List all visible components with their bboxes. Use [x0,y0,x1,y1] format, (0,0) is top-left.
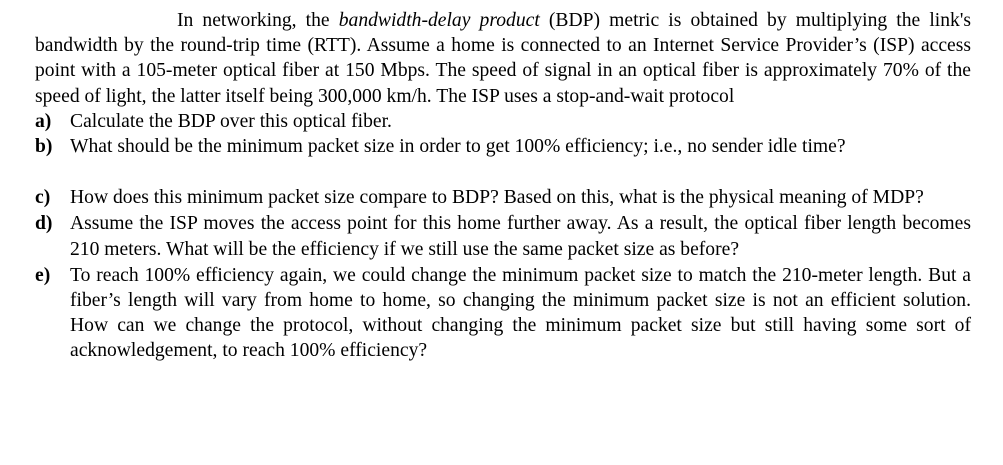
question-letter: a) [35,110,52,132]
problem-document [35,8,971,364]
intro-text-start: In networking, the [177,10,339,31]
question-c [35,185,971,210]
problem-intro-paragraph [35,8,971,109]
question-a [35,109,971,134]
intro-emphasis-term: bandwidth-delay product [338,10,540,31]
question-text: What should be the minimum packet size in order to get 100% efficiency; i.e., no sender idle time? [70,136,846,158]
question-e [35,263,971,364]
question-letter: c) [35,187,51,209]
question-text: How does this minimum packet size compare to BDP? Based on this, what is the physical meaning of MDP? [70,187,924,209]
question-text: Calculate the BDP over this optical fiber. [70,110,392,132]
question-d [35,211,971,261]
intro-text-rest: (BDP) metric is obtained by multiplying the link's bandwidth by the round-trip time (RTT). Assume a home is connected to an Internet Service Provider’s (ISP) access point with a 105-meter optical fiber at 150 Mbps. The speed of signal in an optical fiber is approximately 70% of the speed of light, the latter itself being 300,000 km/h. The ISP uses a stop-and-wait protocol [35,10,971,107]
question-letter: b) [35,136,53,158]
question-text: Assume the ISP moves the access point for this home further away. As a result, the optical fiber length becomes 210 meters. What will be the efficiency if we still use the same packet size as before? [70,213,971,260]
question-b [35,134,971,159]
question-list [35,109,971,364]
question-letter: d) [35,213,53,235]
question-letter: e) [35,264,51,286]
question-text: To reach 100% efficiency again, we could change the minimum packet size to match the 210-meter length. But a fiber’s length will vary from home to home, so changing the minimum packet size is not an efficient solution. How can we change the protocol, without changing the minimum packet size but still having some sort of acknowledgement, to reach 100% efficiency? [70,264,971,362]
